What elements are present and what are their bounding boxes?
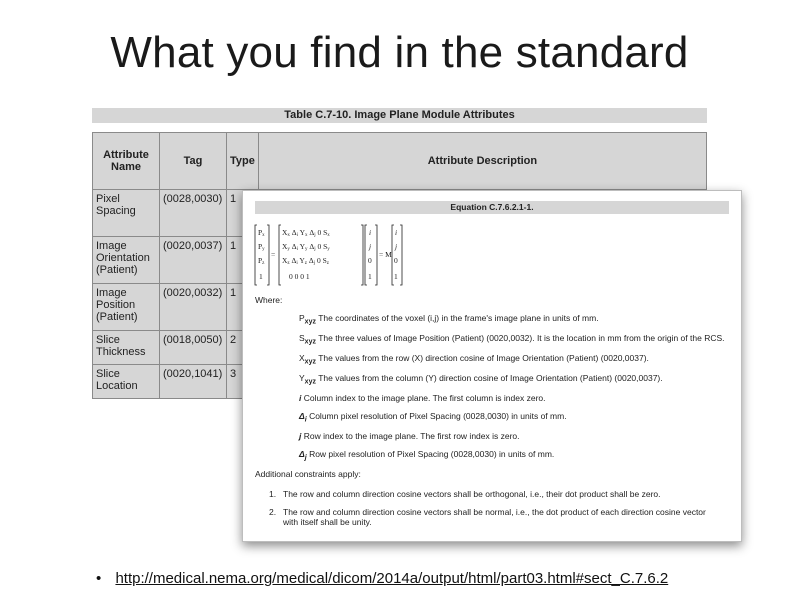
- svg-text:0: 0: [368, 256, 372, 265]
- equation-panel: [242, 190, 742, 542]
- svg-text:j: j: [369, 242, 372, 251]
- definition-text: Column index to the image plane. The first column is index zero.: [303, 393, 546, 403]
- constraint-number: 2.: [269, 507, 277, 517]
- definition-item: [299, 333, 725, 346]
- svg-text:Xy Δi Yy Δj 0 Sy: Xy Δi Yy Δj 0 Sy: [282, 242, 330, 252]
- definition-text: Row pixel resolution of Pixel Spacing (0028,0030) in units of mm.: [309, 449, 555, 459]
- definition-symbol: $Y_{xyz}$: [299, 373, 316, 386]
- definition-item: [299, 411, 567, 424]
- svg-text:= M: = M: [379, 250, 392, 259]
- constraint-text: The row and column direction cosine vectors shall be normal, i.e., the dot product of each direction cosine vector with itself shall be unity.: [283, 507, 706, 527]
- row-tag: (0018,0050): [160, 331, 227, 365]
- row-type: 1: [227, 190, 259, 237]
- svg-text:0 0 0 1: 0 0 0 1: [289, 272, 310, 281]
- definition-item: [299, 373, 663, 386]
- svg-text:Px: Px: [258, 228, 265, 238]
- bullet-icon: •: [96, 570, 102, 587]
- svg-text:j: j: [395, 242, 398, 251]
- svg-text:Py: Py: [258, 242, 265, 252]
- definition-symbol: $P_{xyz}$: [299, 313, 316, 326]
- definition-text: The coordinates of the voxel (i,j) in the frame's image plane in units of mm.: [318, 313, 599, 323]
- table-caption: Table C.7-10. Image Plane Module Attributes: [92, 108, 707, 123]
- slide-title: What you find in the standard: [110, 28, 689, 77]
- row-type: 1: [227, 284, 259, 331]
- svg-text:i: i: [395, 228, 398, 237]
- constraint-number: 1.: [269, 489, 277, 499]
- svg-text:1: 1: [394, 272, 398, 281]
- definition-item: [299, 449, 554, 462]
- definition-text: The three values of Image Position (Patient) (0020,0032). It is the location in mm from the origin of the RCS.: [318, 333, 725, 343]
- constraint-item: [269, 489, 713, 499]
- constraint-item: [269, 507, 713, 527]
- svg-text:=: =: [271, 250, 276, 259]
- row-tag: (0020,1041): [160, 365, 227, 399]
- svg-text:i: i: [369, 228, 372, 237]
- svg-text:1: 1: [259, 272, 263, 281]
- matrix-equation: [253, 219, 403, 291]
- svg-text:Xz Δi Yz Δj 0 Sz: Xz Δi Yz Δj 0 Sz: [282, 256, 329, 266]
- standard-link[interactable]: http://medical.nema.org/medical/dicom/2014a/output/html/part03.html#sect_C.7.6.2: [115, 570, 669, 587]
- equation-title: Equation C.7.6.2.1-1.: [255, 201, 729, 214]
- row-name: Slice Thickness: [93, 331, 160, 365]
- definition-item: [299, 431, 520, 441]
- definition-symbol: $S_{xyz}$: [299, 333, 316, 346]
- definition-symbol: j: [299, 431, 302, 441]
- svg-text:Pz: Pz: [258, 256, 265, 266]
- definition-text: The values from the row (X) direction cosine of Image Orientation (Patient) (0020,0037).: [318, 353, 649, 363]
- definition-item: [299, 393, 546, 403]
- row-type: 1: [227, 237, 259, 284]
- row-tag: (0020,0032): [160, 284, 227, 331]
- definition-symbol: i: [299, 393, 302, 403]
- definition-symbol: $\Delta_i$: [299, 411, 307, 424]
- constraint-text: The row and column direction cosine vectors shall be orthogonal, i.e., their dot product shall be zero.: [283, 489, 661, 499]
- reference-bullet: [96, 570, 668, 587]
- row-type: 2: [227, 331, 259, 365]
- svg-text:0: 0: [394, 256, 398, 265]
- row-name: Pixel Spacing: [93, 190, 160, 237]
- row-tag: (0028,0030): [160, 190, 227, 237]
- svg-text:1: 1: [368, 272, 372, 281]
- definition-text: Row index to the image plane. The first row index is zero.: [303, 431, 520, 441]
- row-name: Slice Location: [93, 365, 160, 399]
- definition-item: [299, 353, 649, 366]
- row-type: 3: [227, 365, 259, 399]
- definition-text: The values from the column (Y) direction cosine of Image Orientation (Patient) (0020,0037).: [318, 373, 663, 383]
- definition-symbol: $X_{xyz}$: [299, 353, 316, 366]
- row-name: Image Position (Patient): [93, 284, 160, 331]
- definition-item: [299, 313, 599, 326]
- header-attribute-description: Attribute Description: [258, 133, 706, 190]
- where-label: Where:: [255, 295, 283, 305]
- definition-text: Column pixel resolution of Pixel Spacing (0028,0030) in units of mm.: [309, 411, 567, 421]
- constraints-label: Additional constraints apply:: [255, 469, 361, 479]
- definition-symbol: $\Delta_j$: [299, 449, 307, 462]
- header-tag: Tag: [160, 133, 227, 190]
- row-name: Image Orientation (Patient): [93, 237, 160, 284]
- svg-text:Xx Δi Yx Δj 0 Sx: Xx Δi Yx Δj 0 Sx: [282, 228, 330, 238]
- row-tag: (0020,0037): [160, 237, 227, 284]
- header-type: Type: [227, 133, 259, 190]
- header-attribute-name: Attribute Name: [93, 133, 160, 190]
